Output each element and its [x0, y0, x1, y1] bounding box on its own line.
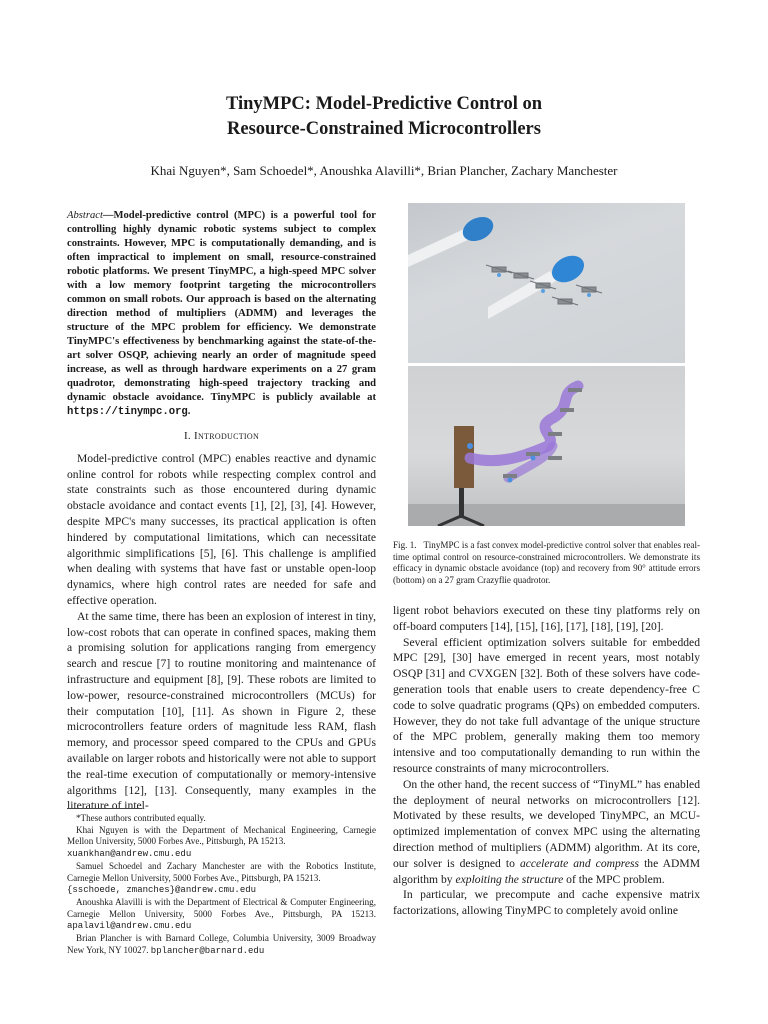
footnote-sam-email[interactable]: {sschoede, zmanches}@andrew.cmu.edu: [67, 885, 257, 896]
footnote-sam: [67, 861, 376, 897]
abstract-end: .: [187, 406, 191, 417]
right-paragraph-4: In particular, we precompute and cache expensive matrix factorizations, allowing TinyMPC to completely avoid online: [393, 888, 700, 918]
paper-title: [0, 92, 768, 142]
obstacle-avoidance-illustration: [408, 203, 685, 363]
right-paragraph-3-a: On the other hand, the recent success of “TinyML” has enabled the deployment of neural networks on microcontrollers [12]. Motivated by these results, we developed TinyMPC, an MCU-optimized implementation of convex MPC using the alternating direction method of multipliers (ADMM) algorithm. At its core, our solver is designed to: [393, 777, 700, 870]
right-paragraph-2: Several efficient optimization solvers suitable for embedded MPC [29], [30] have emerged in recent years, most notably OSQP [31] and CVXGEN [32]. Both of these solvers have code-generation tools that enable users to create dependency-free C code to solve quadratic programs (QPs) on embedded computers. However, they do not take full advantage of the unique structure of the MPC problem, generally making them too memory intensive and too computationally demanding to run within the resource constraints of many microcontrollers.: [393, 635, 700, 775]
right-paragraph-3-emphasis-1: accelerate and compress: [519, 856, 640, 870]
right-paragraph-3: [393, 777, 700, 888]
footnote-anoushka-text: Anoushka Alavilli is with the Department of Electrical & Computer Engineering, Carnegie Mellon University, 5000 Forbes Ave., Pittsburgh, PA 15213.: [67, 896, 376, 919]
figure-photo-attitude-recovery: [408, 366, 685, 526]
right-paragraph-3-c: of the MPC problem.: [563, 872, 665, 886]
figure-caption-text: TinyMPC is a fast convex model-predictive control solver that enables real-time optimal control on resource-constrained microcontrollers. We demonstrate its efficacy in dynamic obstacle avoidance (top) and recovery from 90° attitude errors (bottom) on a 27 gram Crazyflie quadrotor.: [393, 540, 701, 585]
section-number: I.: [183, 430, 191, 442]
intro-paragraph-1: Model-predictive control (MPC) enables reactive and dynamic online control for robots while respecting complex control and state constraints such as those encountered during dynamic obstacle avoidance and contact events [1], [2], [3], [4]. However, despite MPC's many successes, its practical application is often hindered by computational limitations, which can necessitate algorithmic simplifications [5], [6]. This challenge is amplified when dealing with systems that have fast or unstable open-loop dynamics, where high control rates are needed for safe and effective operation.: [67, 451, 376, 607]
figure-photo-obstacle-avoidance: [408, 203, 685, 363]
project-url-link[interactable]: https://tinympc.org: [67, 406, 188, 418]
footnote-brian-text: Brian Plancher is with Barnard College, Columbia University, 3009 Broadway New York, NY 10027.: [67, 933, 376, 955]
intro-paragraph-2: At the same time, there has been an explosion of interest in tiny, low-cost robots that can operate in confined spaces, making them a promising solution for applications ranging from emergency search and rescue [7] to routine monitoring and maintenance of infrastructure and equipment [8], [9]. These robots are limited to low-power, resource-constrained microcontrollers (MCUs) for their computation [10], [11]. As shown in Figure 2, these microcontrollers feature orders of magnitude less RAM, flash memory, and processor speed compared to the CPUs and GPUs available on larger robots and historically were not able to support the real-time execution of computationally or memory-intensive algorithms [12], [13]. Consequently, many examples in the literature of intel-: [67, 609, 376, 813]
abstract-text: Model-predictive control (MPC) is a powerful tool for controlling highly dynamic robotic systems subject to complex constraints. However, MPC is computationally demanding, and is often impractical to implement on small, resource-constrained robotic platforms. We present TinyMPC, a high-speed MPC solver with a low memory footprint targeting the microcontrollers common on small robots. Our approach is based on the alternating direction method of multipliers (ADMM) and leverages the structure of the MPC problem for efficiency. We demonstrate TinyMPC's effectiveness by benchmarking against the state-of-the-art solver OSQP, achieving nearly an order of magnitude speed increase, as well as through hardware experiments on a 27 gram quadrotor, demonstrating high-speed trajectory tracking and dynamic obstacle avoidance. TinyMPC is publicly available at: [67, 210, 376, 403]
footnote-sam-text: Samuel Schoedel and Zachary Manchester are with the Robotics Institute, Carnegie Mellon University, 5000 Forbes Ave., Pittsburgh, PA 15213.: [67, 860, 376, 883]
left-column: [67, 209, 376, 814]
footnotes: [67, 808, 376, 957]
footnote-rule: [67, 808, 142, 809]
abstract-dash: —: [102, 210, 114, 221]
author-list: Khai Nguyen*, Sam Schoedel*, Anoushka Alavilli*, Brian Plancher, Zachary Manchester: [150, 163, 618, 178]
right-paragraph-3-emphasis-2: exploiting the structure: [455, 872, 564, 886]
abstract: [67, 209, 376, 419]
title-line-2: Resource-Constrained Microcontrollers: [227, 119, 541, 139]
section-heading: [67, 429, 376, 445]
figure-caption: [393, 540, 700, 586]
abstract-label: Abstract: [67, 210, 103, 221]
footnote-brian: [67, 933, 376, 957]
title-line-1: TinyMPC: Model-Predictive Control on: [225, 94, 542, 114]
footnote-khai-text: Khai Nguyen is with the Department of Mechanical Engineering, Carnegie Mellon University, 5000 Forbes Ave., Pittsburgh, PA 15213.: [67, 824, 376, 847]
footnote-anoushka-email[interactable]: apalavil@andrew.cmu.edu: [67, 921, 192, 932]
footnote-equal-contribution: *These authors contributed equally.: [76, 813, 206, 823]
footnote-khai-email[interactable]: xuankhan@andrew.cmu.edu: [67, 849, 192, 860]
attitude-recovery-illustration: [408, 366, 685, 526]
footnote-brian-email[interactable]: bplancher@barnard.edu: [150, 945, 265, 956]
footnote-khai: [67, 825, 376, 861]
footnote-anoushka: [67, 897, 376, 933]
figure-label: Fig. 1.: [393, 540, 417, 550]
right-column: [393, 603, 700, 919]
right-paragraph-3-b: the ADMM algorithm by: [393, 856, 701, 886]
right-paragraph-1: ligent robot behaviors executed on these tiny platforms rely on off-board computers [14], [15], [16], [17], [18], [19], [20].: [393, 604, 700, 633]
section-title: Introduction: [194, 430, 260, 442]
